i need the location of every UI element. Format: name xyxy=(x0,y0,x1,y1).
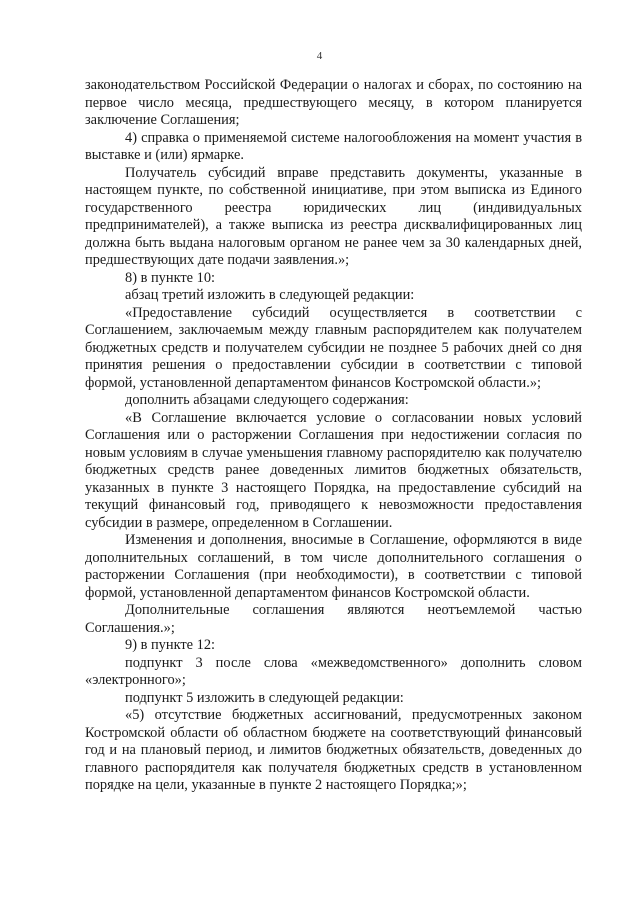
paragraph: 8) в пункте 10: xyxy=(125,269,216,286)
paragraph: Дополнительные соглашения являются неотъемлемой частью Соглашения.»; xyxy=(85,602,582,636)
paragraph: подпункт 3 после слова «межведомственного» дополнить словом «электронного»; xyxy=(85,654,582,688)
document-body xyxy=(85,77,582,795)
paragraph: «В Соглашение включается условие о согласовании новых условий Соглашения или о расторжении Соглашения при недостижении согласия по новым условиям в случае уменьшения главному распорядителю как получателю бюджетных средств ранее доведенных лимитов бюджетных обязательств, указанных в пункте 3 настоящего Порядка, на предоставление субсидий на текущий финансовый год, приводящего к невозможности предоставления субсидии в размере, определенном в Соглашении. xyxy=(85,409,582,531)
paragraph: дополнить абзацами следующего содержания: xyxy=(125,392,409,408)
paragraph: подпункт 5 изложить в следующей редакции: xyxy=(125,689,404,706)
paragraph: «Предоставление субсидий осуществляется в соответствии с Соглашением, заключаемым между главным распорядителем как получателем бюджетных средств и получателем субсидии не позднее 5 рабочих дней со дня принятия решения о предоставлении субсидии в соответствии с типовой формой, установленной департаментом финансов Костромской области.»; xyxy=(85,304,582,391)
paragraph: законодательством Российской Федерации о налогах и сборах, по состоянию на первое число месяца, предшествующего месяцу, в котором планируется заключение Соглашения; xyxy=(85,77,582,128)
page-number: 4 xyxy=(316,50,323,62)
paragraph: абзац третий изложить в следующей редакции: xyxy=(125,287,415,303)
paragraph: Изменения и дополнения, вносимые в Соглашение, оформляются в виде дополнительных соглашений, в том числе дополнительного соглашения о расторжении Соглашения (при необходимости), в соответствии с типовой формой, установленной департаментом финансов Костромской области. xyxy=(85,532,582,601)
paragraph: «5) отсутствие бюджетных ассигнований, предусмотренных законом Костромской области об областном бюджете на соответствующий финансовый год и на плановый период, и лимитов бюджетных обязательств, доведенных до главного распорядителя как получателя бюджетных средств в установленном порядке на цели, указанные в пункте 2 настоящего Порядка;»; xyxy=(85,707,582,793)
paragraph: Получатель субсидий вправе представить документы, указанные в настоящем пункте, по собственной инициативе, при этом выписка из Единого государственного реестра юридических лиц (индивидуальных предпринимателей), а также выписка из реестра дисквалифицированных лиц должна быть выдана налоговым органом не ранее чем за 30 календарных дней, предшествующих дате подачи заявления.»; xyxy=(85,164,582,268)
paragraph: 4) справка о применяемой системе налогообложения на момент участия в выставке и (или) ярмарке. xyxy=(85,129,582,163)
paragraph: 9) в пункте 12: xyxy=(125,637,216,653)
